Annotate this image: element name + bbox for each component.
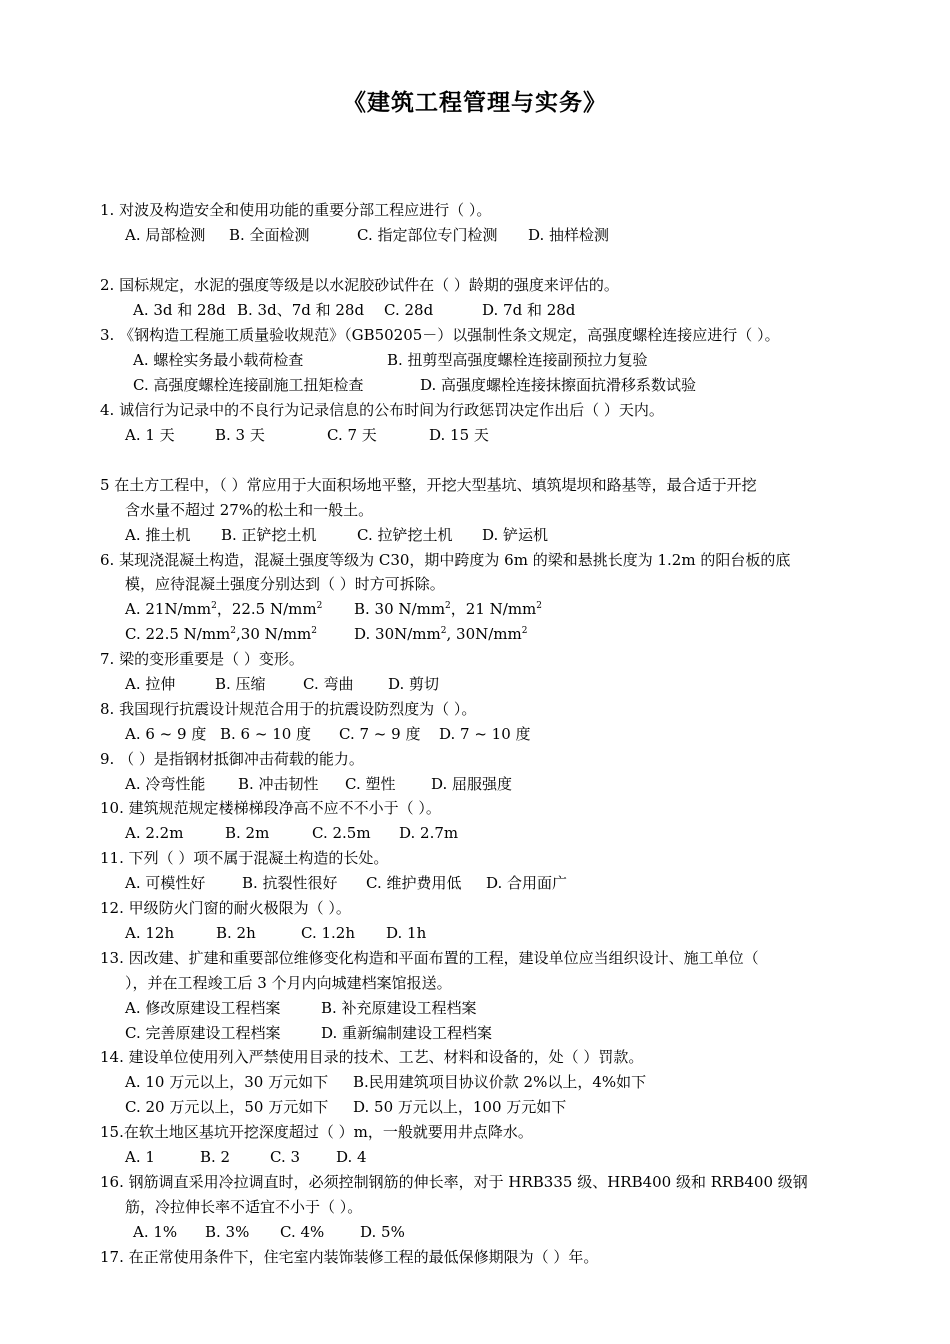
option-c: C. 3 (270, 1148, 301, 1166)
option-b: B. 抗裂性很好 (242, 874, 338, 892)
option-d: D. 高强度螺栓连接抹擦面抗滑移系数试验 (420, 376, 697, 394)
option-a: A. 拉伸 (125, 675, 176, 693)
question-4-options (125, 425, 489, 445)
question-11: 11. 下列（ ）项不属于混凝土构造的长处。 (100, 849, 389, 867)
option-c: C. 弯曲 (303, 675, 354, 693)
question-8-options (125, 724, 531, 744)
option-b: B. 3 天 (215, 426, 265, 444)
question-2-options (133, 300, 575, 320)
question-5-options (125, 525, 548, 545)
option-a: A. 12h (125, 924, 175, 942)
question-10: 10. 建筑规范规定楼梯梯段净高不应不不小于（ ）。 (100, 799, 441, 817)
option-a: A. 螺栓实务最小载荷检查 (133, 351, 304, 369)
question-14-options-row2 (125, 1097, 566, 1117)
question-7: 7. 梁的变形重要是（ ）变形。 (100, 650, 304, 668)
question-9-options (125, 774, 512, 794)
question-9: 9. （ ）是指钢材抵御冲击荷载的能力。 (100, 750, 364, 768)
document-title: 《建筑工程管理与实务》 (343, 90, 607, 116)
question-6-continued: 模，应待混凝土强度分别达到（ ）时方可拆除。 (125, 575, 445, 593)
option-c: C. 维护费用低 (366, 874, 462, 892)
question-13: 13. 因改建、扩建和重要部位维修变化构造和平面布置的工程，建设单位应当组织设计、施工单位（ (100, 949, 759, 967)
option-b: B. 6 ~ 10 度 (220, 725, 312, 743)
option-c: C. 20 万元以上，50 万元如下 (125, 1098, 329, 1116)
option-d: D. 剪切 (388, 675, 440, 693)
question-14: 14. 建设单位使用列入严禁使用目录的技术、工艺、材料和设备的，处（ ）罚款。 (100, 1048, 644, 1066)
option-d: D. 屈服强度 (431, 775, 513, 793)
option-d: D. 15 天 (429, 426, 489, 444)
question-6-options-row1 (125, 599, 542, 619)
option-c: C. 7 天 (327, 426, 377, 444)
question-1-options (125, 225, 609, 245)
option-b: B. 3d、7d 和 28d (237, 301, 365, 319)
option-a: A. 修改原建设工程档案 (125, 999, 281, 1017)
question-11-options (125, 873, 567, 893)
option-b: B. 2m (225, 824, 270, 842)
option-a: A. 2.2m (125, 824, 184, 842)
option-b: B. 压缩 (215, 675, 266, 693)
question-15-options (125, 1147, 367, 1167)
option-d: D. 抽样检测 (528, 226, 610, 244)
option-a: A. 10 万元以上，30 万元如下 (125, 1073, 329, 1091)
option-b: B. 3% (205, 1223, 250, 1241)
option-a: A. $21N/mm^2$，22.5 $N/mm^2$ (125, 600, 323, 618)
option-a: A. 1% (133, 1223, 178, 1241)
option-a: A. 6 ~ 9 度 (125, 725, 207, 743)
option-b: B. 2 (200, 1148, 231, 1166)
option-b: B. 30 $N/mm^2$，21 $N/mm^2$ (354, 600, 542, 618)
question-1: 1. 对波及构造安全和使用功能的重要分部工程应进行（ ）。 (100, 201, 492, 219)
question-3: 3. 《钢构造工程施工质量验收规范》（GB50205－）以强制性条文规定，高强度螺栓连接应进行（ ）。 (100, 326, 780, 344)
question-15: 15.在软土地区基坑开挖深度超过（ ）m，一般就要用井点降水。 (100, 1123, 533, 1141)
option-a: A. 1 天 (125, 426, 175, 444)
question-2: 2. 国标规定，水泥的强度等级是以水泥胶砂试件在（ ）龄期的强度来评估的。 (100, 276, 619, 294)
question-4: 4. 诚信行为记录中的不良行为记录信息的公布时间为行政惩罚决定作出后（ ）天内。 (100, 401, 664, 419)
option-c: C. 7 ~ 9 度 (339, 725, 421, 743)
option-b: B. 全面检测 (229, 226, 310, 244)
question-13-continued: ），并在工程竣工后 3 个月内向城建档案馆报送。 (125, 974, 452, 992)
question-5-continued: 含水量不超过 27%的松土和一般土。 (125, 501, 374, 519)
option-a: A. 可模性好 (125, 874, 206, 892)
question-13-options-row2 (125, 1023, 492, 1043)
question-16: 16. 钢筋调直采用冷拉调直时，必须控制钢筋的伸长率，对于 HRB335 级、HRB400 级和 RRB400 级钢 (100, 1173, 808, 1191)
option-c: C. 塑性 (345, 775, 396, 793)
option-d: D. 1h (386, 924, 427, 942)
question-17: 17. 在正常使用条件下，住宅室内装饰装修工程的最低保修期限为（ ）年。 (100, 1248, 599, 1266)
option-a: A. 冷弯性能 (125, 775, 206, 793)
question-16-options (133, 1222, 405, 1242)
question-7-options (125, 674, 439, 694)
option-a: A. 3d 和 28d (133, 301, 226, 319)
option-c: C. 28d (384, 301, 434, 319)
question-3-options-row1 (133, 350, 648, 370)
option-c: C. 高强度螺栓连接副施工扭矩检查 (133, 376, 364, 394)
option-b: B. 2h (216, 924, 256, 942)
option-b: B. 扭剪型高强度螺栓连接副预拉力复验 (387, 351, 648, 369)
option-c: C. 4% (280, 1223, 325, 1241)
option-c: C. 22.5 $N/mm^2,30$ $N/mm^2$ (125, 625, 317, 643)
question-14-options-row1 (125, 1072, 646, 1092)
option-d: D. 5% (360, 1223, 405, 1241)
option-d: D. 50 万元以上，100 万元如下 (353, 1098, 567, 1116)
option-d: D. $30N/mm^2$, $30N/mm^2$ (354, 625, 528, 643)
option-a: A. 1 (125, 1148, 155, 1166)
option-c: C. 2.5m (312, 824, 371, 842)
option-d: D. 合用面广 (486, 874, 568, 892)
option-d: D. 2.7m (399, 824, 459, 842)
question-5: 5 在土方工程中，（ ）常应用于大面积场地平整，开挖大型基坑、填筑堤坝和路基等，最合适于开挖 (100, 476, 757, 494)
option-b: B.民用建筑项目协议价款 2%以上，4%如下 (353, 1073, 647, 1091)
option-b: B. 补充原建设工程档案 (321, 999, 477, 1017)
option-c: C. 指定部位专门检测 (357, 226, 498, 244)
option-b: B. 冲击韧性 (238, 775, 319, 793)
option-d: D. 7 ~ 10 度 (439, 725, 531, 743)
option-d: D. 铲运机 (482, 526, 549, 544)
option-c: C. 1.2h (301, 924, 355, 942)
question-12: 12. 甲级防火门窗的耐火极限为（ ）。 (100, 899, 351, 917)
option-b: B. 正铲挖土机 (221, 526, 317, 544)
option-c: C. 拉铲挖土机 (357, 526, 453, 544)
question-6-options-row2 (125, 624, 527, 644)
question-12-options (125, 923, 426, 943)
option-d: D. 重新编制建设工程档案 (321, 1024, 493, 1042)
option-c: C. 完善原建设工程档案 (125, 1024, 281, 1042)
question-13-options-row1 (125, 998, 477, 1018)
question-3-options-row2 (133, 375, 696, 395)
question-6: 6. 某现浇混凝土构造，混凝土强度等级为 C30，期中跨度为 6m 的梁和悬挑长度为 1.2m 的阳台板的底 (100, 551, 791, 569)
question-8: 8. 我国现行抗震设计规范合用于的抗震设防烈度为（ ）。 (100, 700, 477, 718)
option-a: A. 局部检测 (125, 226, 206, 244)
option-d: D. 7d 和 28d (482, 301, 576, 319)
question-10-options (125, 823, 458, 843)
question-16-continued: 筋，冷拉伸长率不适宜不小于（ ）。 (125, 1198, 363, 1216)
option-d: D. 4 (336, 1148, 367, 1166)
option-a: A. 推土机 (125, 526, 191, 544)
